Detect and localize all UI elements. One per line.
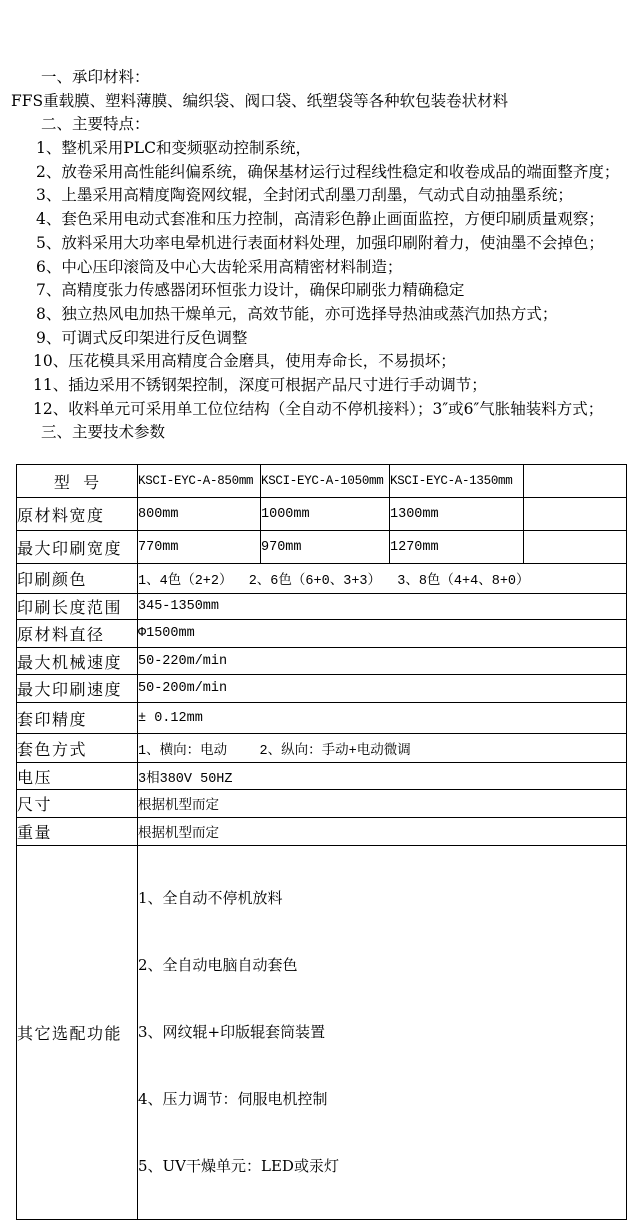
section-heading-materials: 一、承印材料： xyxy=(41,68,150,86)
row-value: 770mm xyxy=(138,531,261,564)
model-header-1050: KSCI-EYC-A-1050mm xyxy=(261,465,390,498)
table-row-material-diameter xyxy=(17,620,627,648)
row-value: 1、横向：电动 2、纵向：手动+电动微调 xyxy=(138,734,627,763)
row-value: 345-1350mm xyxy=(138,594,627,620)
table-row-weight xyxy=(17,818,627,846)
table-row-model xyxy=(17,465,627,498)
row-value: 970mm xyxy=(261,531,390,564)
table-row-optional-functions xyxy=(17,846,627,1220)
option-item-4: 4、压力调节：伺服电机控制 xyxy=(138,1090,328,1108)
feature-item-8: 8、独立热风电加热干燥单元，高效节能，亦可选择导热油或蒸汽加热方式； xyxy=(36,304,558,323)
table-row-print-colors xyxy=(17,564,627,594)
row-value: 根据机型而定 xyxy=(138,818,627,846)
option-item-2: 2、全自动电脑自动套色 xyxy=(138,956,298,974)
feature-item-7: 7、高精度张力传感器闭环恒张力设计，确保印刷张力精确稳定 xyxy=(36,281,465,300)
option-item-3: 3、网纹辊+印版辊套筒装置 xyxy=(138,1023,326,1041)
feature-item-12: 12、收料单元可采用单工位位结构（全自动不停机接料）；3″或6″气胀轴装料方式； xyxy=(33,399,604,418)
row-value: 1、4色（2+2） 2、6色（6+0、3+3） 3、8色（4+4、8+0） xyxy=(138,564,627,594)
feature-item-9: 9、可调式反印架进行反色调整 xyxy=(36,328,248,347)
materials-paragraph: FFS重载膜、塑料薄膜、编织袋、阀口袋、纸塑袋等各种软包装卷状材料 xyxy=(11,91,509,110)
feature-item-4: 4、套色采用电动式套准和压力控制，高清彩色静止画面监控，方便印刷质量观察； xyxy=(36,210,604,229)
row-value: 根据机型而定 xyxy=(138,790,627,818)
section-heading-features: 二、主要特点： xyxy=(41,115,150,134)
table-row-max-mechanical-speed xyxy=(17,648,627,675)
row-value: ± 0.12mm xyxy=(138,703,627,734)
feature-item-10: 10、压花模具采用高精度合金磨具，使用寿命长，不易损坏； xyxy=(33,352,456,371)
model-header-1350: KSCI-EYC-A-1350mm xyxy=(390,465,524,498)
row-label: 尺寸 xyxy=(17,790,138,818)
feature-item-2: 2、放卷采用高性能纠偏系统，确保基材运行过程线性稳定和收卷成品的端面整齐度； xyxy=(36,162,620,181)
row-label: 印刷颜色 xyxy=(17,564,138,594)
row-value: 1300mm xyxy=(390,498,524,531)
table-row-register-mode xyxy=(17,734,627,763)
feature-item-11: 11、插边采用不锈钢架控制，深度可根据产品尺寸进行手动调节； xyxy=(33,375,487,394)
row-label: 印刷长度范围 xyxy=(17,594,138,620)
row-label-model: 型 号 xyxy=(17,465,138,498)
row-value: 800mm xyxy=(138,498,261,531)
row-value: 1270mm xyxy=(390,531,524,564)
row-label: 重量 xyxy=(17,818,138,846)
row-value-options xyxy=(138,846,627,1220)
row-value: 50-220m/min xyxy=(138,648,627,675)
row-label: 电压 xyxy=(17,763,138,790)
table-row-voltage xyxy=(17,763,627,790)
feature-item-6: 6、中心压印滚筒及中心大齿轮采用高精密材料制造； xyxy=(36,257,403,276)
table-row-dimensions xyxy=(17,790,627,818)
row-label: 原材料直径 xyxy=(17,620,138,648)
row-value: 50-200m/min xyxy=(138,675,627,703)
feature-item-1: 1、整机采用PLC和变频驱动控制系统， xyxy=(36,139,311,158)
feature-item-5: 5、放料采用大功率电晕机进行表面材料处理，加强印刷附着力，使油墨不会掉色； xyxy=(36,233,604,252)
section-heading-specs: 三、主要技术参数 xyxy=(41,423,166,442)
row-value-empty xyxy=(524,498,627,531)
row-label: 套色方式 xyxy=(17,734,138,763)
row-value: 1000mm xyxy=(261,498,390,531)
row-value: Φ1500mm xyxy=(138,620,627,648)
table-row-max-print-width xyxy=(17,531,627,564)
spec-table xyxy=(16,464,627,1220)
document-text xyxy=(0,66,640,445)
table-row-register-accuracy xyxy=(17,703,627,734)
option-item-1: 1、全自动不停机放料 xyxy=(138,889,283,907)
model-header-850: KSCI-EYC-A-850mm xyxy=(138,465,261,498)
row-label: 最大印刷宽度 xyxy=(17,531,138,564)
row-label: 其它选配功能 xyxy=(17,846,138,1220)
table-row-print-length-range xyxy=(17,594,627,620)
row-label: 最大机械速度 xyxy=(17,648,138,675)
model-header-empty xyxy=(524,465,627,498)
table-row-max-print-speed xyxy=(17,675,627,703)
table-row-material-width xyxy=(17,498,627,531)
feature-item-3: 3、上墨采用高精度陶瓷网纹辊，全封闭式刮墨刀刮墨，气动式自动抽墨系统； xyxy=(36,186,573,205)
option-item-5: 5、UV干燥单元：LED或汞灯 xyxy=(138,1157,339,1175)
row-label: 最大印刷速度 xyxy=(17,675,138,703)
row-label: 原材料宽度 xyxy=(17,498,138,531)
row-label: 套印精度 xyxy=(17,703,138,734)
row-value-empty xyxy=(524,531,627,564)
row-value: 3相380V 50HZ xyxy=(138,763,627,790)
